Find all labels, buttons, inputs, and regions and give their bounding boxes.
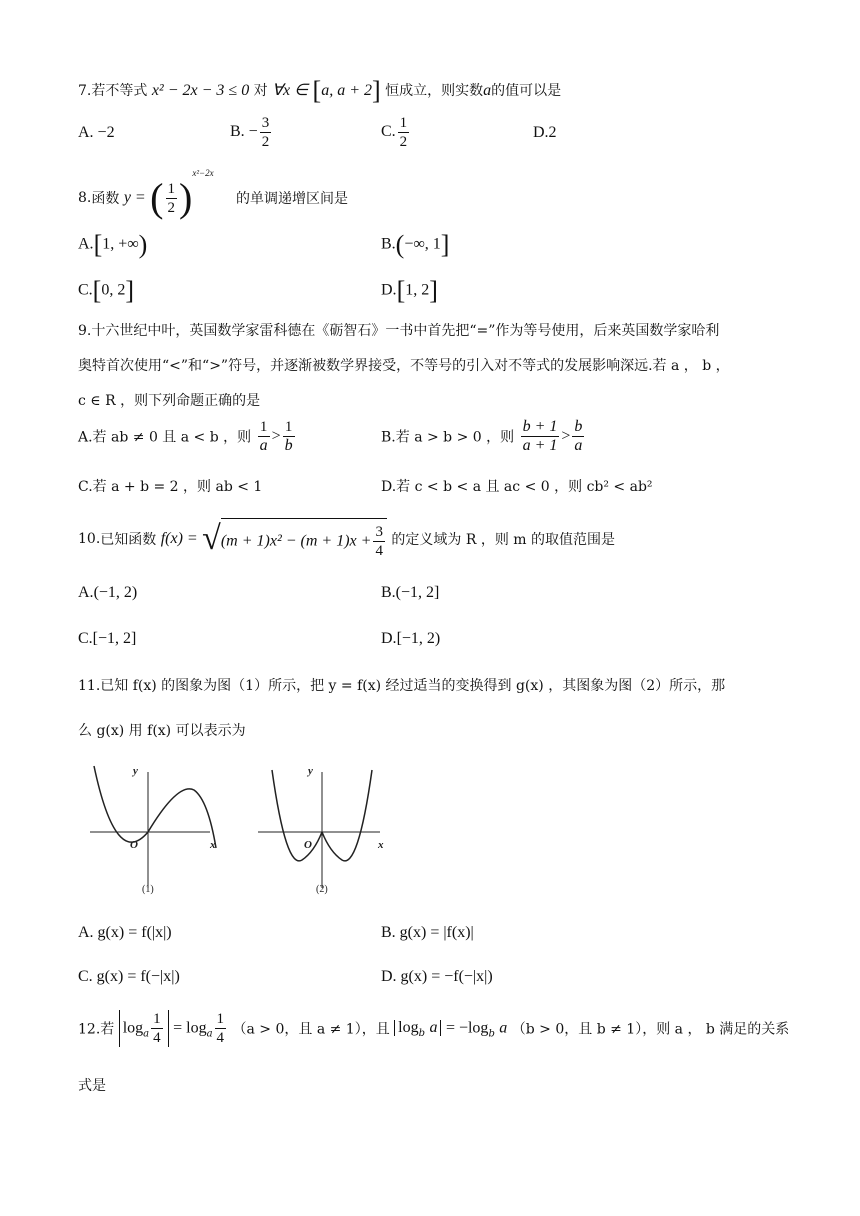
fig1-origin-label: O [130, 839, 138, 851]
q11-option-a[interactable]: A. g(x) = f(|x|) [78, 924, 172, 941]
q11-line-1: 11.已知 f(x) 的图象为图（1）所示，把 y = f(x) 经过适当的变换得到 g(x) ，其图象为图（2）所示，那 [78, 678, 726, 694]
fig1-x-label: x [210, 839, 216, 851]
q9-line-2: 奥特首次使用“<”和“>”符号，并逐渐被数学界接受，不等号的引入对不等式的发展影响深远.若 a ， b ， [78, 358, 730, 374]
q10-option-c[interactable]: C.[−1, 2] [78, 630, 137, 647]
q10-option-a[interactable]: A.(−1, 2) [78, 584, 138, 601]
q11-figures [86, 760, 396, 900]
q9-option-c[interactable]: C.若 a + b = 2 ，则 ab < 1 [78, 479, 263, 495]
q7-option-d[interactable]: D.2 [533, 124, 557, 141]
fig2-caption: (2) [316, 884, 328, 895]
q7-option-c[interactable]: C. $\frac{1}{2}$ [381, 115, 408, 150]
q8-option-b[interactable]: B.(−∞, 1] [381, 230, 450, 259]
q8-option-d[interactable]: D.[1, 2] [381, 276, 438, 305]
q12-stem: 12.若 $\log_a$ $\frac{1}{4}$ = $\log_a$ $\frac{1}{4}$ （a > 0，且 a ≠ 1），且 $\log_b a = -\log_b$ a （b > 0，且 b ≠ 1），则 a ， b 满足的关系 [78, 1011, 790, 1046]
fig1-caption: (1) [142, 884, 154, 895]
fig1-curve [94, 766, 216, 848]
q12-line-2: 式是 [78, 1078, 106, 1094]
q9-line-3: c ∈ R ，则下列命题正确的是 [78, 393, 261, 409]
q10-stem: 10.已知函数 f(x) = √(m + 1)x² − (m + 1)x + $\frac{3}{4}$ 的定义域为 R ，则 m 的取值范围是 [78, 520, 616, 559]
q11-option-d[interactable]: D. g(x) = −f(−|x|) [381, 968, 493, 985]
q11-option-c[interactable]: C. g(x) = f(−|x|) [78, 968, 180, 985]
fig2-y-label: y [308, 765, 313, 777]
fig2-origin-label: O [304, 839, 312, 851]
q7-stem: 7.若不等式 x² − 2x − 3 ≤ 0 对 ∀x ∈ [a, a + 2] 恒成立，则实数a的值可以是 [78, 76, 562, 105]
q10-option-d[interactable]: D.[−1, 2) [381, 630, 441, 647]
q8-stem: 8.函数 y = ( $\frac{1}{2}$ )$^{x^2-2x}$ 的单调递增区间是 [78, 168, 349, 220]
q9-option-d[interactable]: D.若 c < b < a 且 ac < 0 ，则 cb² < ab² [381, 479, 653, 495]
q7-option-a[interactable]: A. −2 [78, 124, 115, 141]
q9-line-1: 9.十六世纪中叶，英国数学家雷科德在《砺智石》一书中首先把“=”作为等号使用，后来英国数学家哈利 [78, 323, 720, 339]
q11-line-2: 么 g(x) 用 f(x) 可以表示为 [78, 723, 246, 739]
q8-option-a[interactable]: A.[1, +∞) [78, 230, 148, 259]
fig1-y-label: y [133, 765, 138, 777]
q10-option-b[interactable]: B.(−1, 2] [381, 584, 440, 601]
q7-option-b[interactable]: B. − $\frac{3}{2}$ [230, 115, 270, 150]
figure-2 [258, 770, 380, 888]
figure-1 [90, 766, 216, 888]
q9-option-a[interactable]: A.若 ab ≠ 0 且 a < b ，则 $\frac{1}{a}$ > $\frac{1}{b}$ [78, 419, 293, 454]
fig2-x-label: x [378, 839, 384, 851]
q8-option-c[interactable]: C.[0, 2] [78, 276, 135, 305]
q9-option-b[interactable]: B.若 a > b > 0 ，则 $\frac{b + 1}{a + 1}$ > $\frac{b}{a}$ [381, 418, 583, 454]
q11-option-b[interactable]: B. g(x) = |f(x)| [381, 924, 474, 941]
